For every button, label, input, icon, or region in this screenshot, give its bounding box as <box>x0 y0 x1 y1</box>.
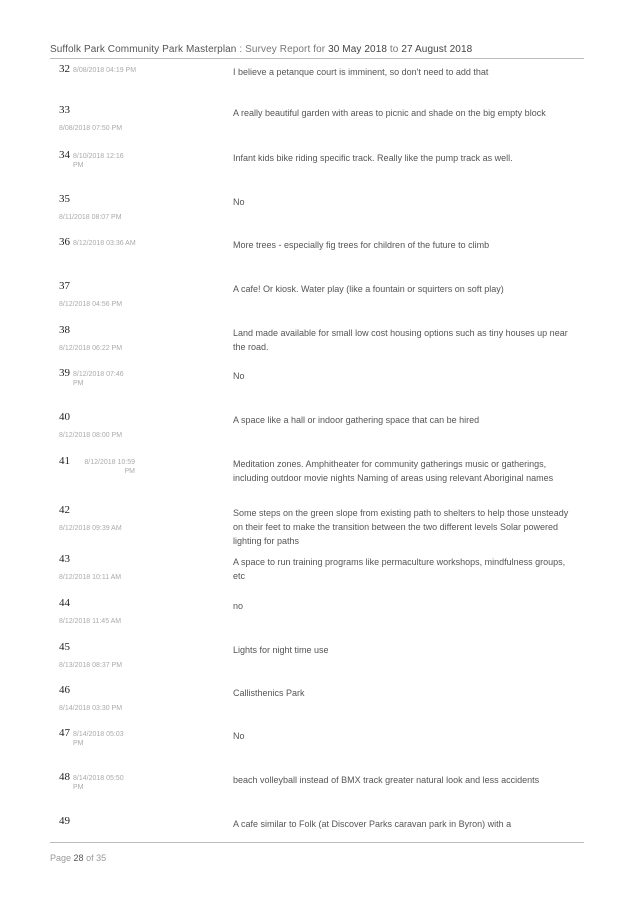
row-date: 8/12/2018 09:39 AM <box>59 525 122 532</box>
footer-rule <box>50 842 584 843</box>
row-response: Lights for night time use <box>233 645 329 655</box>
row-number: 44 <box>59 597 70 609</box>
header-separator: : <box>239 44 243 55</box>
row-date: 8/12/2018 10:11 AM <box>59 574 122 581</box>
row-response: Infant kids bike riding specific track. Really like the pump track as well. <box>233 153 513 163</box>
footer-page-label: Page <box>50 853 72 863</box>
row-date: 8/14/2018 03:30 PM <box>59 705 123 712</box>
header-title: Suffolk Park Community Park Masterplan <box>50 44 237 55</box>
row-response: Meditation zones. Amphitheater for community gatherings music or gatherings, including outdoor movie nights Naming of areas using relevant Aboriginal names <box>233 459 554 483</box>
row-response: Callisthenics Park <box>233 688 305 698</box>
row-date: 8/14/2018 05:50 PM <box>73 775 124 791</box>
header-date-start: 30 May 2018 <box>328 44 388 55</box>
footer-page-total: 35 <box>96 853 107 863</box>
row-number: 43 <box>59 553 70 565</box>
row-response: Some steps on the green slope from existing path to shelters to help those unsteady on their feet to make the transition between the two different levels Solar powered lighting for paths <box>233 508 569 546</box>
row-date: 8/14/2018 05:03 PM <box>73 731 124 747</box>
row-response: A cafe! Or kiosk. Water play (like a fountain or squirters on soft play) <box>233 284 504 294</box>
row-date: 8/12/2018 03:36 AM <box>73 240 136 247</box>
row-number: 48 <box>59 771 70 783</box>
row-date: 8/12/2018 04:56 PM <box>59 301 123 308</box>
row-date: 8/12/2018 06:22 PM <box>59 345 123 352</box>
row-number: 36 <box>59 236 70 248</box>
row-response: beach volleyball instead of BMX track greater natural look and less accidents <box>233 775 540 785</box>
row-date: 8/08/2018 04:19 PM <box>73 67 137 74</box>
row-response: A space to run training programs like permaculture workshops, mindfulness groups, etc <box>233 557 566 581</box>
row-date: 8/12/2018 10:59 PM <box>84 459 135 475</box>
row-date: 8/12/2018 08:00 PM <box>59 432 123 439</box>
page-footer <box>50 853 106 863</box>
row-number: 40 <box>59 411 70 423</box>
row-number: 32 <box>59 63 70 75</box>
header-rule <box>50 58 584 59</box>
header-subtitle-prefix: Survey Report for <box>245 44 326 55</box>
row-response: A cafe similar to Folk (at Discover Parks caravan park in Byron) with a <box>233 819 512 829</box>
row-response: I believe a petanque court is imminent, so don't need to add that <box>233 67 489 77</box>
row-date: 8/12/2018 11:45 AM <box>59 618 122 625</box>
row-number: 45 <box>59 641 70 653</box>
row-response: A really beautiful garden with areas to picnic and shade on the big empty block <box>233 108 546 118</box>
row-number: 37 <box>59 280 70 292</box>
header-date-end: 27 August 2018 <box>401 44 473 55</box>
row-number: 42 <box>59 504 70 516</box>
row-date: 8/08/2018 07:50 PM <box>59 125 123 132</box>
header-to: to <box>389 44 399 55</box>
row-date: 8/12/2018 07:46 PM <box>73 371 124 387</box>
row-response: Land made available for small low cost housing options such as tiny houses up near the road. <box>233 328 568 352</box>
row-response: A space like a hall or indoor gathering space that can be hired <box>233 415 480 425</box>
footer-page-number: 28 <box>73 853 84 863</box>
row-number: 39 <box>59 367 70 379</box>
row-response: No <box>233 371 245 381</box>
row-number: 35 <box>59 193 70 205</box>
row-number: 47 <box>59 727 70 739</box>
row-response: No <box>233 731 245 741</box>
row-date: 8/10/2018 12:16 PM <box>73 153 124 169</box>
row-response: No <box>233 197 245 207</box>
footer-of: of <box>86 853 94 863</box>
row-number: 38 <box>59 324 70 336</box>
page-header <box>50 44 472 55</box>
row-date: 8/11/2018 08:07 PM <box>59 214 122 221</box>
row-number: 46 <box>59 684 70 696</box>
row-response: no <box>233 601 244 611</box>
row-number: 49 <box>59 815 70 827</box>
row-response: More trees - especially fig trees for children of the future to climb <box>233 240 490 250</box>
row-number: 41 <box>59 455 70 467</box>
row-date: 8/13/2018 08:37 PM <box>59 662 123 669</box>
row-number: 33 <box>59 104 70 116</box>
row-number: 34 <box>59 149 70 161</box>
